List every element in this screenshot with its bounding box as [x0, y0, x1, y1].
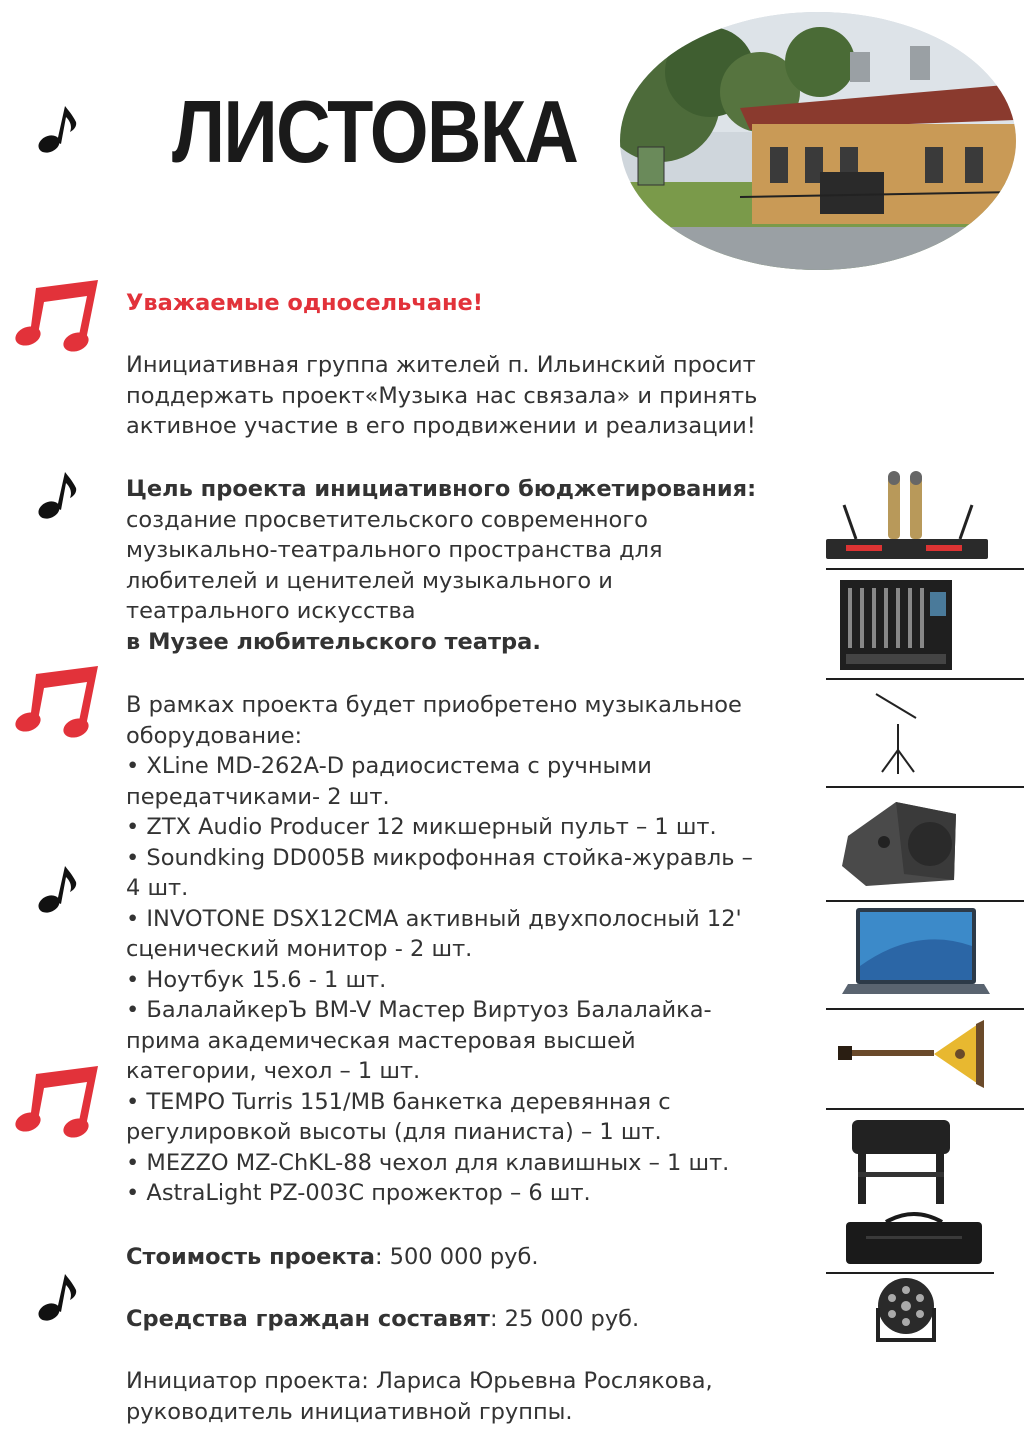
eighth-note-icon — [32, 1268, 92, 1328]
wireless-microphone-system-image — [826, 465, 1024, 565]
equipment-line: • Ноутбук 15.6 - 1 шт. — [126, 966, 387, 993]
microphone-stand-image — [826, 688, 1024, 778]
page-title: ЛИСТОВКА — [172, 82, 578, 181]
led-projector-image — [826, 1278, 1024, 1346]
citizen-funds — [126, 1304, 826, 1335]
initiator-line: руководитель инициативной группы. — [126, 1398, 573, 1425]
equipment-line: категории, чехол – 1 шт. — [126, 1058, 421, 1084]
greeting: Уважаемые односельчане! — [126, 290, 484, 316]
divider — [826, 786, 1024, 788]
intro-paragraph — [126, 350, 826, 442]
cost-label: Стоимость проекта — [126, 1244, 375, 1270]
equipment-line: • INVOTONE DSX12CMA активный двухполосный 12' — [126, 905, 742, 932]
museum-photo — [620, 12, 1016, 270]
equipment-intro: В рамках проекта будет приобретено музыкальное — [126, 692, 742, 718]
goal-section — [126, 474, 826, 657]
intro-line: активное участие в его продвижении и реализации! — [126, 413, 756, 439]
initiator — [126, 1366, 826, 1427]
equipment-line: • TEMPO Turris 151/MB банкетка деревянная с — [126, 1088, 671, 1115]
laptop-image — [826, 906, 1024, 1000]
funds-label: Средства граждан составят — [126, 1306, 490, 1332]
equipment-section — [126, 690, 826, 1209]
beamed-notes-icon — [14, 660, 110, 740]
divider — [826, 678, 1024, 680]
initiator-line: Инициатор проекта: Лариса Юрьевна Рослякова, — [126, 1368, 713, 1394]
goal-line: любителей и ценителей музыкального и — [126, 567, 613, 594]
divider — [826, 900, 1024, 902]
eighth-note-icon — [32, 860, 92, 920]
beamed-notes-icon — [14, 274, 110, 354]
divider — [826, 1108, 1024, 1110]
equipment-line: прима академическая мастеровая высшей — [126, 1027, 636, 1054]
equipment-line: • БалалайкерЪ BM-V Мастер Виртуоз Балалайка- — [126, 997, 712, 1023]
equipment-line: 4 шт. — [126, 875, 189, 901]
goal-location: в Музее любительского театра. — [126, 628, 541, 655]
equipment-line: • MEZZO MZ-ChKL-88 чехол для клавишных – 1 шт. — [126, 1149, 730, 1176]
intro-line: Инициативная группа жителей п. Ильинский просит — [126, 352, 756, 378]
equipment-intro: оборудование: — [126, 722, 303, 749]
intro-line: поддержать проект«Музыка нас связала» и принять — [126, 382, 758, 409]
audio-mixer-image — [826, 578, 1024, 672]
project-cost — [126, 1242, 826, 1273]
goal-label: Цель проекта инициативного бюджетирования: — [126, 476, 757, 502]
cost-value: : 500 000 руб. — [374, 1244, 539, 1270]
goal-line: театрального искусства — [126, 598, 416, 624]
keyboard-case-image — [826, 1208, 1024, 1272]
equipment-line: сценический монитор - 2 шт. — [126, 936, 473, 962]
equipment-line: • ZTX Audio Producer 12 микшерный пульт – 1 шт. — [126, 814, 717, 840]
divider — [826, 1008, 1024, 1010]
divider — [826, 1272, 994, 1274]
piano-bench-image — [826, 1114, 1024, 1208]
eighth-note-icon — [32, 100, 92, 160]
goal-line: создание просветительского современного — [126, 506, 648, 533]
goal-line: музыкально-театрального пространства для — [126, 537, 663, 563]
equipment-line: • Soundking DD005B микрофонная стойка-журавль – — [126, 844, 753, 871]
balalaika-image — [826, 1014, 1024, 1104]
divider — [826, 568, 1024, 570]
equipment-line: передатчиками- 2 шт. — [126, 783, 390, 810]
beamed-notes-icon — [14, 1060, 110, 1140]
equipment-line: регулировкой высоты (для пианиста) – 1 шт. — [126, 1119, 662, 1145]
stage-monitor-image — [826, 796, 1024, 896]
equipment-line: • XLine MD-262A-D радиосистема с ручными — [126, 753, 652, 779]
funds-value: : 25 000 руб. — [489, 1306, 640, 1332]
equipment-line: • AstraLight PZ-003C прожектор – 6 шт. — [126, 1180, 591, 1206]
eighth-note-icon — [32, 466, 92, 526]
